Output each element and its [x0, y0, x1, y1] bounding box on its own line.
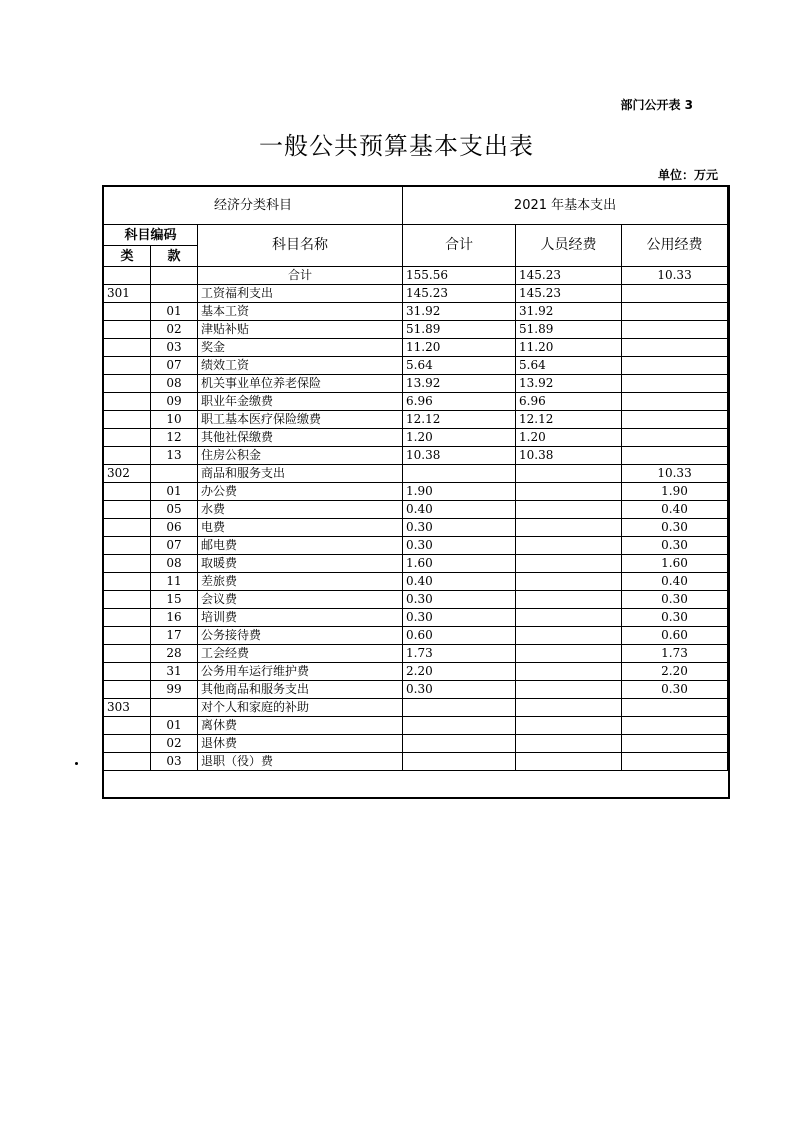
public-cell: 0.30 [622, 591, 728, 609]
item-code-cell: 11 [151, 573, 198, 591]
subject-name-cell: 对个人和家庭的补助 [198, 699, 403, 717]
personnel-cell [516, 663, 622, 681]
personnel-header: 人员经费 [516, 225, 622, 267]
subject-name-cell: 工资福利支出 [198, 285, 403, 303]
table-row [104, 375, 728, 393]
public-cell [622, 375, 728, 393]
table-row [104, 447, 728, 465]
total-header: 合计 [403, 225, 516, 267]
type-code-cell [104, 735, 151, 753]
personnel-cell: 5.64 [516, 357, 622, 375]
public-cell: 1.60 [622, 555, 728, 573]
total-cell: 10.38 [403, 447, 516, 465]
public-cell: 0.60 [622, 627, 728, 645]
public-cell [622, 753, 728, 771]
total-cell [403, 465, 516, 483]
item-code-cell: 05 [151, 501, 198, 519]
personnel-cell [516, 501, 622, 519]
item-code-cell: 02 [151, 321, 198, 339]
type-code-cell [104, 519, 151, 537]
type-code-cell [104, 645, 151, 663]
item-code-cell: 13 [151, 447, 198, 465]
total-cell: 0.30 [403, 591, 516, 609]
table-row [104, 483, 728, 501]
unit-label: 单位：万元 [657, 168, 718, 182]
subject-name-cell: 职业年金缴费 [198, 393, 403, 411]
type-code-cell [104, 321, 151, 339]
item-code-cell: 08 [151, 555, 198, 573]
econ-class-header: 经济分类科目 [104, 186, 403, 225]
type-code-cell: 301 [104, 285, 151, 303]
type-code-cell [104, 393, 151, 411]
subject-name-cell: 差旅费 [198, 573, 403, 591]
item-code-cell [151, 699, 198, 717]
table-row [104, 537, 728, 555]
total-cell: 1.60 [403, 555, 516, 573]
total-cell: 0.30 [403, 537, 516, 555]
public-cell [622, 285, 728, 303]
subject-name-cell: 退休费 [198, 735, 403, 753]
subject-name-cell: 退职（役）费 [198, 753, 403, 771]
table-row [104, 501, 728, 519]
public-cell: 0.40 [622, 501, 728, 519]
table-row [104, 681, 728, 699]
subject-name-cell: 电费 [198, 519, 403, 537]
type-code-cell [104, 609, 151, 627]
personnel-cell: 11.20 [516, 339, 622, 357]
personnel-cell [516, 645, 622, 663]
table-row [104, 465, 728, 483]
item-code-cell: 01 [151, 303, 198, 321]
subject-name-cell: 工会经费 [198, 645, 403, 663]
type-code-cell [104, 447, 151, 465]
item-code-cell: 17 [151, 627, 198, 645]
item-code-cell: 12 [151, 429, 198, 447]
personnel-cell: 31.92 [516, 303, 622, 321]
type-code-cell [104, 573, 151, 591]
table-row [104, 339, 728, 357]
name-header: 科目名称 [198, 225, 403, 267]
public-cell: 0.30 [622, 681, 728, 699]
item-code-cell: 01 [151, 717, 198, 735]
public-cell: 1.73 [622, 645, 728, 663]
subject-name-cell: 会议费 [198, 591, 403, 609]
lei-header: 类 [104, 246, 151, 267]
total-cell: 11.20 [403, 339, 516, 357]
type-code-cell [104, 339, 151, 357]
table-row [104, 393, 728, 411]
personnel-cell [516, 519, 622, 537]
subject-name-cell: 培训费 [198, 609, 403, 627]
table-row [104, 717, 728, 735]
item-code-cell: 01 [151, 483, 198, 501]
total-cell: 1.20 [403, 429, 516, 447]
total-cell: 1.90 [403, 483, 516, 501]
personnel-cell [516, 609, 622, 627]
public-cell: 0.40 [622, 573, 728, 591]
personnel-cell [516, 699, 622, 717]
subject-name-cell: 合计 [198, 267, 403, 285]
total-cell: 1.73 [403, 645, 516, 663]
personnel-cell [516, 681, 622, 699]
public-cell [622, 411, 728, 429]
item-code-cell: 09 [151, 393, 198, 411]
personnel-cell [516, 537, 622, 555]
personnel-cell [516, 591, 622, 609]
item-code-cell: 07 [151, 537, 198, 555]
table-row [104, 357, 728, 375]
total-cell [403, 699, 516, 717]
public-cell: 2.20 [622, 663, 728, 681]
kuan-header: 款 [151, 246, 198, 267]
item-code-cell: 06 [151, 519, 198, 537]
type-code-cell [104, 555, 151, 573]
table-row [104, 303, 728, 321]
table-row [104, 627, 728, 645]
table-row [104, 699, 728, 717]
type-code-cell [104, 267, 151, 285]
table-row [104, 753, 728, 771]
table-row [104, 321, 728, 339]
item-code-cell: 08 [151, 375, 198, 393]
item-code-cell [151, 465, 198, 483]
table-row [104, 411, 728, 429]
table-row [104, 555, 728, 573]
table-row [104, 519, 728, 537]
type-code-cell [104, 627, 151, 645]
type-code-cell [104, 375, 151, 393]
item-code-cell: 99 [151, 681, 198, 699]
type-code-cell [104, 663, 151, 681]
public-cell: 10.33 [622, 465, 728, 483]
table-row [104, 573, 728, 591]
type-code-cell [104, 753, 151, 771]
total-cell: 145.23 [403, 285, 516, 303]
type-code-cell [104, 591, 151, 609]
item-code-cell: 28 [151, 645, 198, 663]
public-cell [622, 447, 728, 465]
table-row [104, 267, 728, 285]
total-cell: 0.30 [403, 609, 516, 627]
table-row [104, 645, 728, 663]
personnel-cell: 12.12 [516, 411, 622, 429]
total-cell: 5.64 [403, 357, 516, 375]
subject-name-cell: 绩效工资 [198, 357, 403, 375]
type-code-cell [104, 681, 151, 699]
public-cell: 10.33 [622, 267, 728, 285]
personnel-cell: 51.89 [516, 321, 622, 339]
subject-name-cell: 住房公积金 [198, 447, 403, 465]
total-cell: 0.30 [403, 519, 516, 537]
total-cell [403, 735, 516, 753]
personnel-cell [516, 483, 622, 501]
total-cell: 12.12 [403, 411, 516, 429]
header-row-2 [104, 225, 728, 246]
item-code-cell: 31 [151, 663, 198, 681]
table-row [104, 735, 728, 753]
personnel-cell [516, 573, 622, 591]
total-cell: 13.92 [403, 375, 516, 393]
total-cell [403, 753, 516, 771]
header-row-1 [104, 186, 728, 225]
personnel-cell: 13.92 [516, 375, 622, 393]
margin-dot [75, 762, 78, 765]
subject-name-cell: 奖金 [198, 339, 403, 357]
personnel-cell: 1.20 [516, 429, 622, 447]
table-row [104, 285, 728, 303]
personnel-cell: 6.96 [516, 393, 622, 411]
subject-name-cell: 离休费 [198, 717, 403, 735]
personnel-cell [516, 717, 622, 735]
type-code-cell [104, 501, 151, 519]
document-number: 部门公开表 3 [620, 98, 693, 112]
personnel-cell [516, 465, 622, 483]
type-code-cell: 303 [104, 699, 151, 717]
type-code-cell: 302 [104, 465, 151, 483]
item-code-cell [151, 267, 198, 285]
public-cell [622, 321, 728, 339]
subject-name-cell: 水费 [198, 501, 403, 519]
personnel-cell [516, 735, 622, 753]
type-code-cell [104, 483, 151, 501]
total-cell: 0.40 [403, 573, 516, 591]
subject-name-cell: 其他社保缴费 [198, 429, 403, 447]
public-cell [622, 393, 728, 411]
subject-name-cell: 邮电费 [198, 537, 403, 555]
total-cell: 2.20 [403, 663, 516, 681]
public-cell [622, 357, 728, 375]
total-cell: 0.40 [403, 501, 516, 519]
total-cell: 155.56 [403, 267, 516, 285]
total-cell: 0.30 [403, 681, 516, 699]
personnel-cell: 10.38 [516, 447, 622, 465]
subject-name-cell: 基本工资 [198, 303, 403, 321]
subject-name-cell: 办公费 [198, 483, 403, 501]
item-code-cell: 07 [151, 357, 198, 375]
total-cell: 31.92 [403, 303, 516, 321]
table-row [104, 429, 728, 447]
public-cell [622, 303, 728, 321]
budget-table [103, 185, 728, 771]
public-cell [622, 717, 728, 735]
type-code-cell [104, 429, 151, 447]
item-code-cell: 02 [151, 735, 198, 753]
public-cell: 0.30 [622, 519, 728, 537]
subject-name-cell: 机关事业单位养老保险 [198, 375, 403, 393]
table-row [104, 591, 728, 609]
item-code-cell: 16 [151, 609, 198, 627]
total-cell: 6.96 [403, 393, 516, 411]
public-cell [622, 339, 728, 357]
item-code-cell: 03 [151, 339, 198, 357]
personnel-cell [516, 555, 622, 573]
subject-name-cell: 取暖费 [198, 555, 403, 573]
personnel-cell: 145.23 [516, 285, 622, 303]
year-expense-header: 2021 年基本支出 [403, 186, 728, 225]
subject-name-cell: 公务接待费 [198, 627, 403, 645]
code-header: 科目编码 [104, 225, 198, 246]
public-cell: 0.30 [622, 537, 728, 555]
page-title: 一般公共预算基本支出表 [259, 132, 534, 160]
type-code-cell [104, 411, 151, 429]
item-code-cell: 03 [151, 753, 198, 771]
subject-name-cell: 公务用车运行维护费 [198, 663, 403, 681]
public-cell: 0.30 [622, 609, 728, 627]
total-cell: 0.60 [403, 627, 516, 645]
item-code-cell: 15 [151, 591, 198, 609]
type-code-cell [104, 717, 151, 735]
type-code-cell [104, 357, 151, 375]
item-code-cell: 10 [151, 411, 198, 429]
public-header: 公用经费 [622, 225, 728, 267]
subject-name-cell: 职工基本医疗保险缴费 [198, 411, 403, 429]
type-code-cell [104, 303, 151, 321]
personnel-cell: 145.23 [516, 267, 622, 285]
personnel-cell [516, 627, 622, 645]
public-cell [622, 699, 728, 717]
table-row [104, 609, 728, 627]
total-cell [403, 717, 516, 735]
public-cell [622, 735, 728, 753]
subject-name-cell: 津贴补贴 [198, 321, 403, 339]
subject-name-cell: 其他商品和服务支出 [198, 681, 403, 699]
type-code-cell [104, 537, 151, 555]
public-cell: 1.90 [622, 483, 728, 501]
table-row [104, 663, 728, 681]
personnel-cell [516, 753, 622, 771]
item-code-cell [151, 285, 198, 303]
subject-name-cell: 商品和服务支出 [198, 465, 403, 483]
total-cell: 51.89 [403, 321, 516, 339]
public-cell [622, 429, 728, 447]
